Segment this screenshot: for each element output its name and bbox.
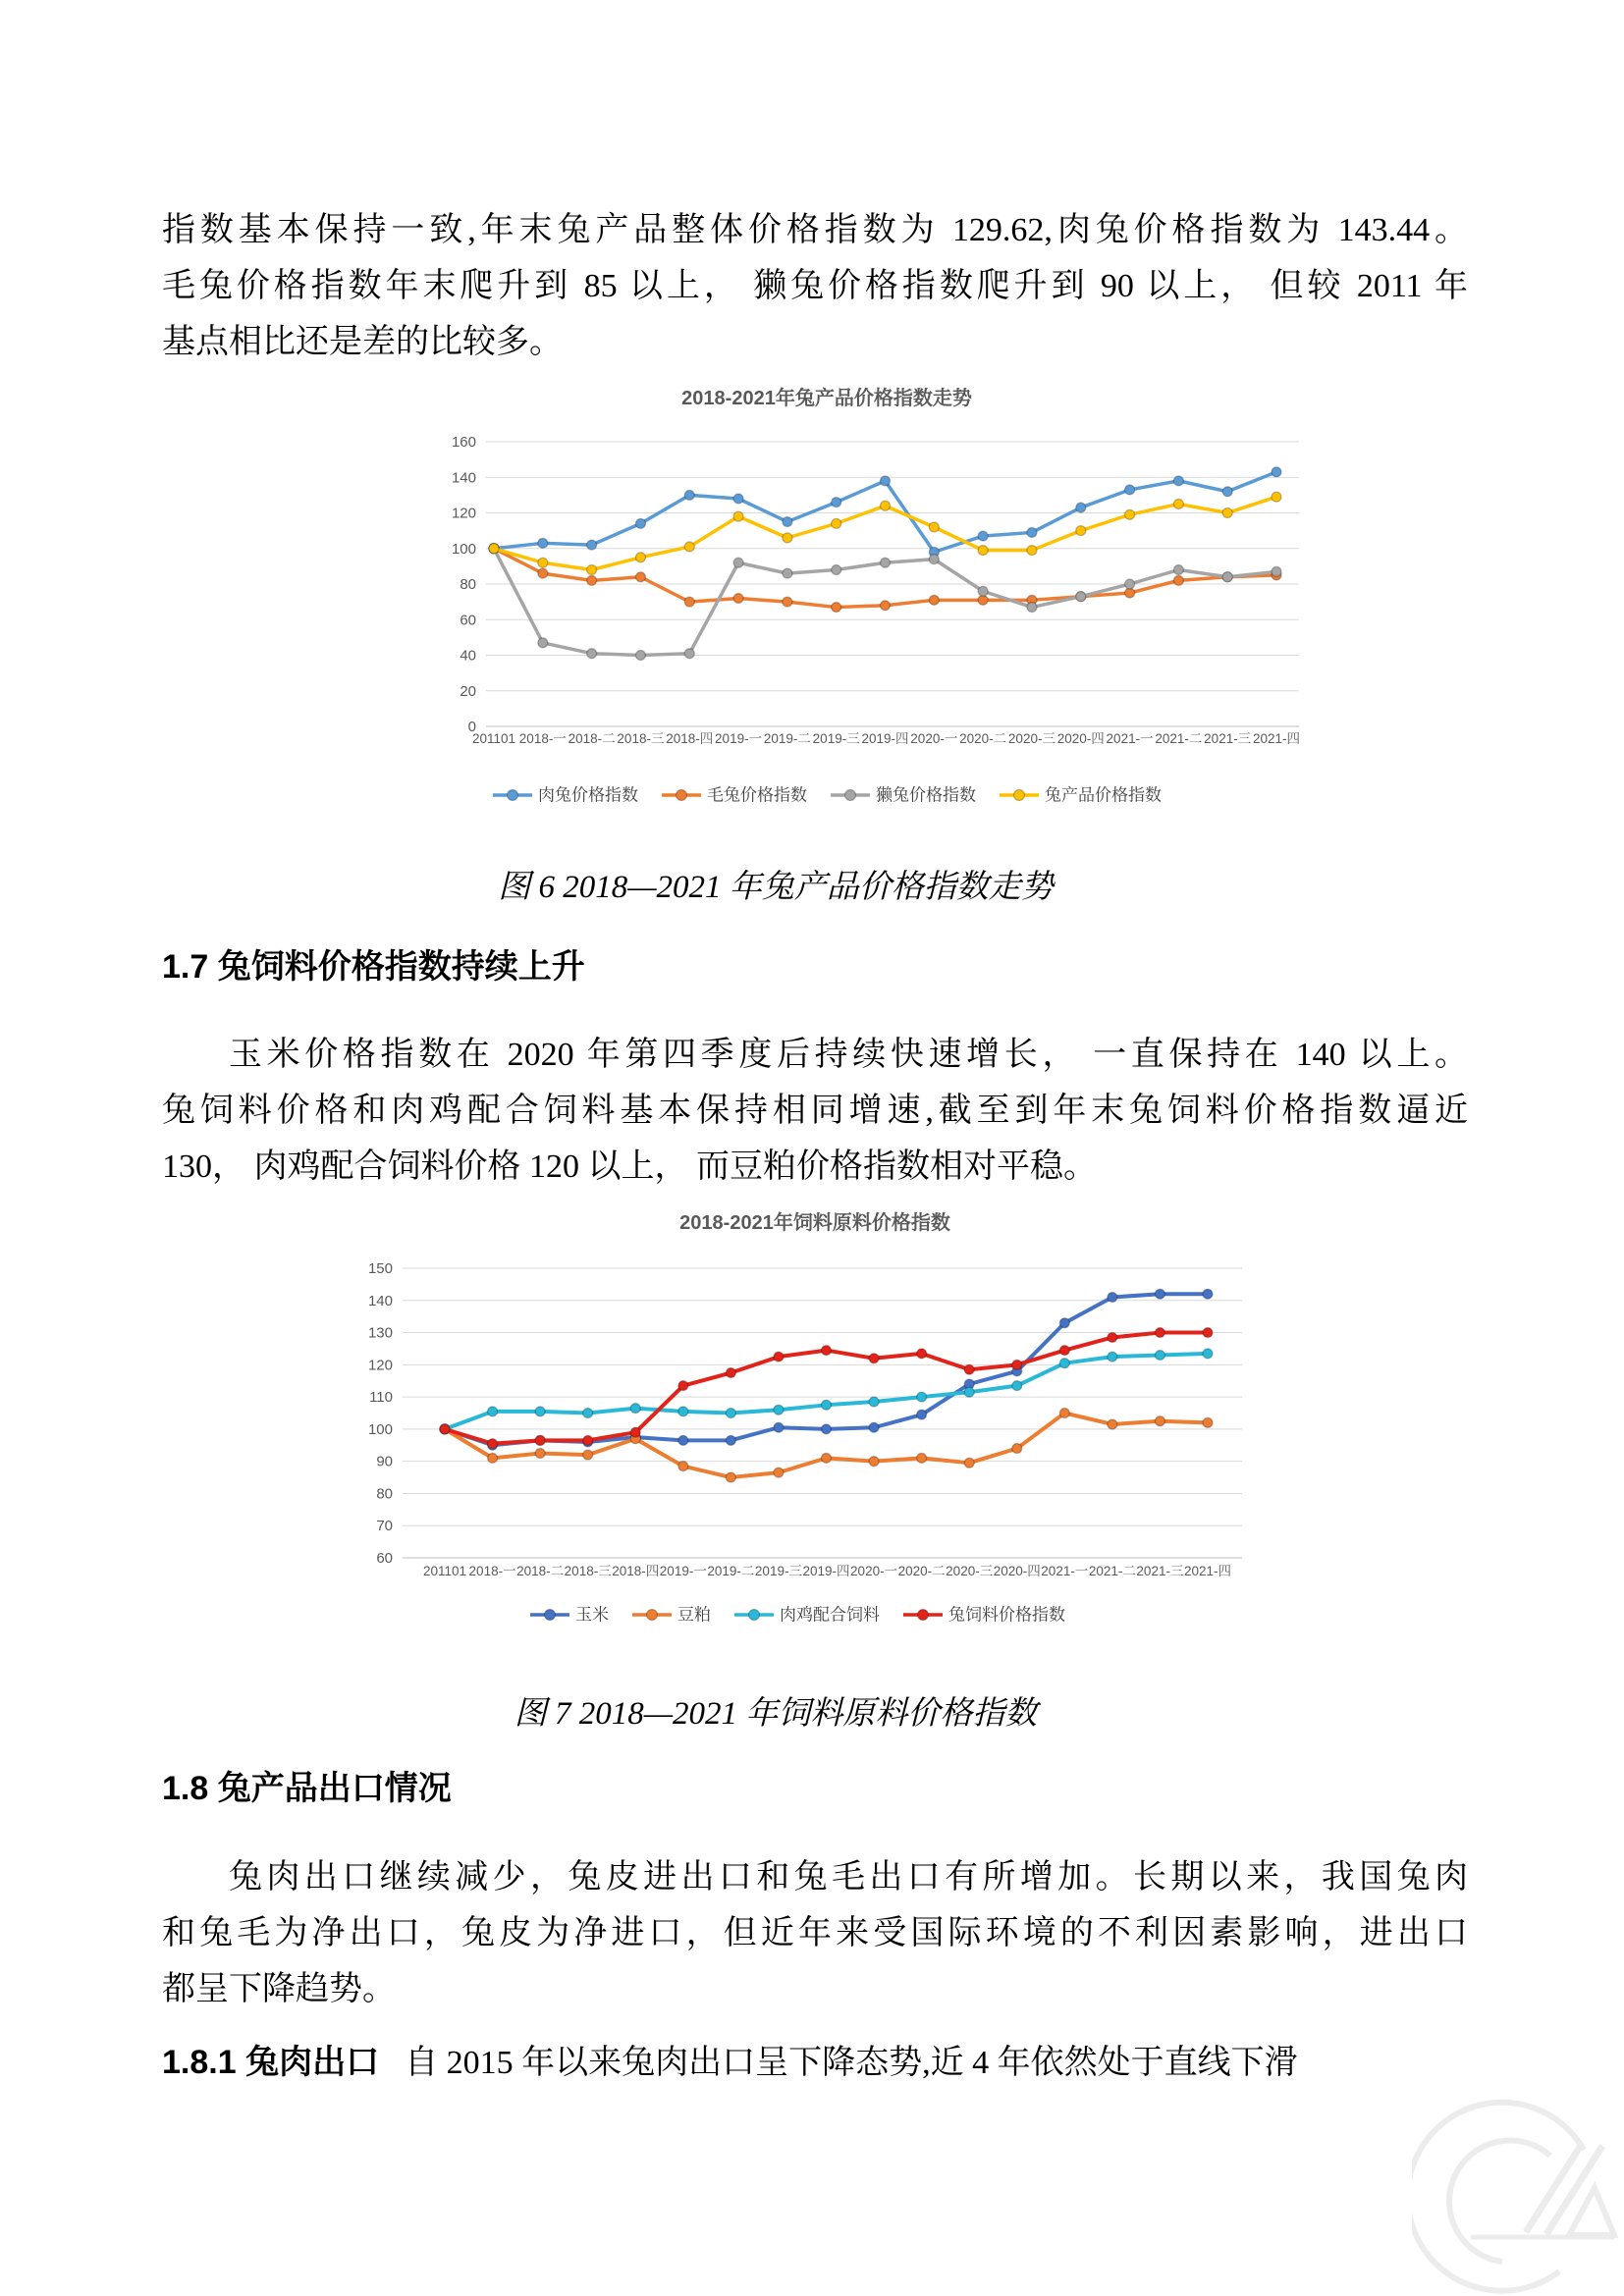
y-axis-tick-label: 120	[367, 1357, 393, 1374]
data-point-marker	[1059, 1318, 1069, 1328]
data-point-marker	[635, 651, 645, 661]
legend-label: 兔饲料价格指数	[948, 1605, 1065, 1625]
text-line: 兔肉出口继续减少，兔皮进出口和兔毛出口有所增加。长期以来，我国兔肉	[229, 1859, 1468, 1896]
paragraph-feed-price-index	[162, 1027, 1468, 1195]
data-point-marker	[733, 594, 743, 604]
data-point-marker	[733, 494, 743, 504]
x-axis-tick-label: 201101	[422, 1564, 467, 1578]
data-point-marker	[733, 511, 743, 521]
data-point-marker	[964, 1387, 974, 1397]
x-axis-tick-label: 2018-三	[564, 1564, 612, 1578]
x-axis-tick-label: 2021-二	[1155, 731, 1203, 746]
section-heading-1-7: 1.7 兔饲料价格指数持续上升	[162, 948, 585, 986]
x-axis-tick-label: 2018-二	[516, 1564, 565, 1578]
x-axis-tick-label: 201101	[471, 731, 516, 746]
x-axis-tick-label: 2021-四	[1252, 731, 1301, 746]
y-axis-tick-label: 0	[467, 719, 476, 735]
x-axis-tick-label: 2019-四	[802, 1564, 850, 1578]
data-point-marker	[783, 568, 792, 578]
data-point-marker	[538, 638, 548, 648]
data-point-marker	[733, 558, 743, 567]
x-axis-tick-label: 2020-一	[910, 731, 958, 746]
y-axis-tick-label: 60	[460, 612, 476, 629]
section-heading-1-8: 1.8 兔产品出口情况	[162, 1770, 452, 1807]
x-axis-tick-label: 2019-四	[861, 731, 909, 746]
x-axis-tick-label: 2021-二	[1088, 1564, 1136, 1578]
data-point-marker	[822, 1424, 832, 1434]
data-point-marker	[635, 553, 645, 562]
data-point-marker	[1108, 1332, 1117, 1342]
data-point-marker	[1222, 572, 1232, 582]
data-point-marker	[1012, 1381, 1022, 1391]
data-point-marker	[783, 533, 792, 543]
data-point-marker	[822, 1346, 832, 1356]
data-point-marker	[1203, 1289, 1213, 1299]
x-axis-tick-label: 2019-二	[763, 731, 811, 746]
x-axis-tick-label: 2018-四	[666, 731, 714, 746]
y-axis-tick-label: 150	[367, 1260, 393, 1277]
y-axis-tick-label: 20	[460, 682, 476, 700]
data-point-marker	[964, 1458, 974, 1468]
text-line: 130， 肉鸡配合饲料价格 120 以上， 而豆粕价格指数相对平稳。	[162, 1148, 1097, 1185]
data-point-marker	[774, 1352, 784, 1362]
chart-title: 2018-2021年兔产品价格指数走势	[681, 388, 972, 409]
data-point-marker	[774, 1405, 784, 1415]
data-point-marker	[1203, 1349, 1213, 1359]
x-axis-tick-label: 2019-一	[659, 1564, 707, 1578]
data-point-marker	[774, 1468, 784, 1477]
legend-label: 豆粕	[677, 1605, 711, 1625]
data-point-marker	[1059, 1359, 1069, 1368]
y-axis-tick-label: 80	[376, 1485, 393, 1503]
x-axis-tick-label: 2020-四	[1056, 731, 1105, 746]
chart-title: 2018-2021年饲料原料价格指数	[679, 1212, 950, 1234]
data-point-marker	[869, 1397, 879, 1407]
figure7-caption: 图 7 2018—2021 年饲料原料价格指数	[514, 1696, 1038, 1732]
data-point-marker	[488, 1439, 498, 1449]
text-line: 玉米价格指数在 2020 年第四季度后持续快速增长， 一直保持在 140 以上。	[229, 1037, 1468, 1073]
figure6-rabbit-product-price-index-chart	[329, 378, 1326, 820]
data-point-marker	[535, 1407, 545, 1416]
x-axis-tick-label: 2020-三	[946, 1564, 994, 1578]
data-point-marker	[678, 1435, 688, 1445]
data-point-marker	[929, 555, 939, 564]
data-point-marker	[783, 597, 792, 607]
data-point-marker	[978, 531, 988, 541]
data-point-marker	[1076, 503, 1086, 512]
series-line	[445, 1414, 1208, 1478]
y-axis-tick-label: 90	[376, 1453, 393, 1470]
y-axis-tick-label: 70	[376, 1518, 393, 1535]
data-point-marker	[635, 518, 645, 528]
figure7-feed-raw-material-price-index-chart	[265, 1205, 1330, 1642]
data-point-marker	[822, 1453, 832, 1463]
data-point-marker	[929, 595, 939, 605]
legend-swatch-marker	[918, 1610, 929, 1621]
paragraph-rabbit-meat-export	[162, 2035, 1468, 2091]
data-point-marker	[1059, 1346, 1069, 1356]
x-axis-tick-label: 2019-二	[707, 1564, 755, 1578]
x-axis-tick-label: 2019-三	[754, 1564, 802, 1578]
data-point-marker	[869, 1354, 879, 1363]
data-point-marker	[488, 1453, 498, 1463]
data-point-marker	[822, 1400, 832, 1410]
data-point-marker	[630, 1404, 640, 1414]
data-point-marker	[684, 649, 694, 659]
legend-label: 肉兔价格指数	[538, 785, 638, 805]
data-point-marker	[538, 558, 548, 567]
y-axis-tick-label: 110	[369, 1389, 393, 1407]
legend-label: 肉鸡配合饲料	[780, 1605, 880, 1625]
data-point-marker	[684, 597, 694, 607]
data-point-marker	[1155, 1328, 1164, 1338]
data-point-marker	[1125, 579, 1135, 589]
x-axis-tick-label: 2018-一	[518, 731, 567, 746]
y-axis-tick-label: 140	[367, 1292, 393, 1309]
y-axis-tick-label: 120	[451, 505, 476, 522]
data-point-marker	[1173, 565, 1183, 575]
y-axis-tick-label: 100	[367, 1420, 393, 1438]
data-point-marker	[881, 501, 891, 510]
legend-swatch-marker	[845, 790, 856, 801]
text-line: 毛兔价格指数年末爬升到 85 以上， 獭兔价格指数爬升到 90 以上， 但较 2011 年	[162, 268, 1468, 304]
text-line: 兔饲料价格和肉鸡配合饲料基本保持相同增速,截至到年末兔饲料价格指数逼近	[162, 1093, 1468, 1129]
data-point-marker	[1076, 526, 1086, 536]
data-point-marker	[678, 1407, 688, 1416]
data-point-marker	[1027, 603, 1037, 613]
x-axis-tick-label: 2019-三	[812, 731, 860, 746]
data-point-marker	[587, 540, 597, 550]
y-axis-tick-label: 80	[460, 576, 476, 593]
data-point-marker	[1108, 1293, 1117, 1303]
data-point-marker	[583, 1435, 593, 1445]
legend-swatch-marker	[508, 790, 518, 801]
x-axis-tick-label: 2020-一	[850, 1564, 898, 1578]
data-point-marker	[917, 1392, 927, 1402]
text-line: 和兔毛为净出口，兔皮为净进口，但近年来受国际环境的不利因素影响，进出口	[162, 1915, 1468, 1951]
x-axis-tick-label: 2018-一	[468, 1564, 516, 1578]
y-axis-tick-label: 40	[460, 647, 476, 665]
data-point-marker	[583, 1409, 593, 1418]
data-point-marker	[881, 558, 891, 567]
data-point-marker	[774, 1422, 784, 1432]
data-point-marker	[832, 518, 841, 528]
data-point-marker	[726, 1472, 735, 1482]
legend-label: 兔产品价格指数	[1045, 785, 1162, 805]
data-point-marker	[1203, 1328, 1213, 1338]
x-axis-tick-label: 2018-三	[617, 731, 665, 746]
data-point-marker	[978, 546, 988, 556]
data-point-marker	[1203, 1417, 1213, 1427]
data-point-marker	[587, 565, 597, 575]
data-point-marker	[678, 1381, 688, 1391]
data-point-marker	[1155, 1416, 1164, 1426]
data-point-marker	[1155, 1289, 1164, 1299]
data-point-marker	[726, 1368, 735, 1378]
y-axis-tick-label: 160	[451, 434, 476, 451]
data-point-marker	[917, 1453, 927, 1463]
data-point-marker	[635, 572, 645, 582]
legend-label: 玉米	[575, 1605, 609, 1625]
data-point-marker	[726, 1435, 735, 1445]
text-line: 基点相比还是差的比较多。	[162, 324, 563, 360]
y-axis-tick-label: 130	[367, 1324, 393, 1342]
y-axis-tick-label: 60	[376, 1550, 393, 1567]
legend-swatch-marker	[647, 1610, 658, 1621]
data-point-marker	[538, 568, 548, 578]
data-point-marker	[832, 498, 841, 507]
legend-swatch-marker	[545, 1610, 556, 1621]
legend-swatch-marker	[677, 790, 687, 801]
data-point-marker	[1108, 1352, 1117, 1362]
data-point-marker	[832, 603, 841, 613]
data-point-marker	[1027, 527, 1037, 537]
data-point-marker	[1059, 1409, 1069, 1418]
data-point-marker	[678, 1462, 688, 1471]
data-point-marker	[1222, 508, 1232, 518]
data-point-marker	[583, 1450, 593, 1460]
data-point-marker	[1272, 492, 1281, 502]
figure6-caption: 图 6 2018—2021 年兔产品价格指数走势	[498, 870, 1054, 905]
legend-swatch-marker	[749, 1610, 760, 1621]
x-axis-tick-label: 2020-二	[897, 1564, 946, 1578]
data-point-marker	[1027, 546, 1037, 556]
data-point-marker	[917, 1410, 927, 1419]
data-point-marker	[1272, 566, 1281, 576]
y-axis-tick-label: 100	[451, 540, 476, 558]
data-point-marker	[587, 649, 597, 659]
y-axis-tick-label: 140	[451, 469, 476, 487]
x-axis-tick-label: 2021-三	[1136, 1564, 1184, 1578]
data-point-marker	[1076, 592, 1086, 602]
data-point-marker	[1108, 1419, 1117, 1429]
x-axis-tick-label: 2020-四	[993, 1564, 1041, 1578]
subsection-label-1-8-1: 1.8.1 兔肉出口	[162, 2044, 380, 2081]
data-point-marker	[630, 1427, 640, 1437]
legend-label: 獭兔价格指数	[876, 785, 976, 805]
x-axis-tick-label: 2021-一	[1041, 1564, 1089, 1578]
data-point-marker	[1125, 509, 1135, 519]
text-line: 自 2015 年以来兔肉出口呈下降态势,近 4 年依然处于直线下滑	[405, 2045, 1298, 2081]
data-point-marker	[489, 544, 499, 554]
x-axis-tick-label: 2020-二	[959, 731, 1007, 746]
data-point-marker	[1125, 485, 1135, 495]
data-point-marker	[978, 586, 988, 596]
legend-label: 毛兔价格指数	[707, 785, 807, 805]
data-point-marker	[538, 538, 548, 548]
data-point-marker	[535, 1435, 545, 1445]
data-point-marker	[783, 517, 792, 527]
x-axis-tick-label: 2021-一	[1106, 731, 1154, 746]
x-axis-tick-label: 2018-四	[612, 1564, 660, 1578]
data-point-marker	[684, 490, 694, 500]
data-point-marker	[929, 522, 939, 532]
data-point-marker	[1012, 1360, 1022, 1369]
data-point-marker	[535, 1448, 545, 1458]
data-point-marker	[881, 601, 891, 611]
data-point-marker	[587, 575, 597, 585]
series-line	[445, 1294, 1208, 1445]
data-point-marker	[1173, 499, 1183, 508]
text-line: 指数基本保持一致,年末兔产品整体价格指数为 129.62,肉兔价格指数为 143.44。	[162, 212, 1468, 248]
data-point-marker	[881, 476, 891, 486]
company-logo-watermark-icon	[1412, 2089, 1624, 2296]
data-point-marker	[869, 1422, 879, 1432]
x-axis-tick-label: 2018-二	[568, 731, 616, 746]
data-point-marker	[1155, 1351, 1164, 1361]
x-axis-tick-label: 2019-一	[715, 731, 763, 746]
paragraph-export-overview	[162, 1849, 1468, 2017]
data-point-marker	[684, 542, 694, 552]
data-point-marker	[917, 1349, 927, 1359]
data-point-marker	[1012, 1444, 1022, 1454]
x-axis-tick-label: 2021-三	[1204, 731, 1252, 746]
paragraph-price-index-summary	[162, 202, 1468, 370]
data-point-marker	[869, 1457, 879, 1467]
data-point-marker	[726, 1409, 735, 1418]
x-axis-tick-label: 2021-四	[1183, 1564, 1232, 1578]
legend-swatch-marker	[1014, 790, 1025, 801]
data-point-marker	[1222, 487, 1232, 497]
text-line: 都呈下降趋势。	[162, 1971, 396, 2007]
data-point-marker	[1173, 476, 1183, 486]
data-point-marker	[1272, 467, 1281, 477]
data-point-marker	[1173, 575, 1183, 585]
data-point-marker	[488, 1407, 498, 1416]
data-point-marker	[964, 1364, 974, 1374]
data-point-marker	[832, 565, 841, 575]
x-axis-tick-label: 2020-三	[1007, 731, 1056, 746]
data-point-marker	[440, 1424, 450, 1434]
